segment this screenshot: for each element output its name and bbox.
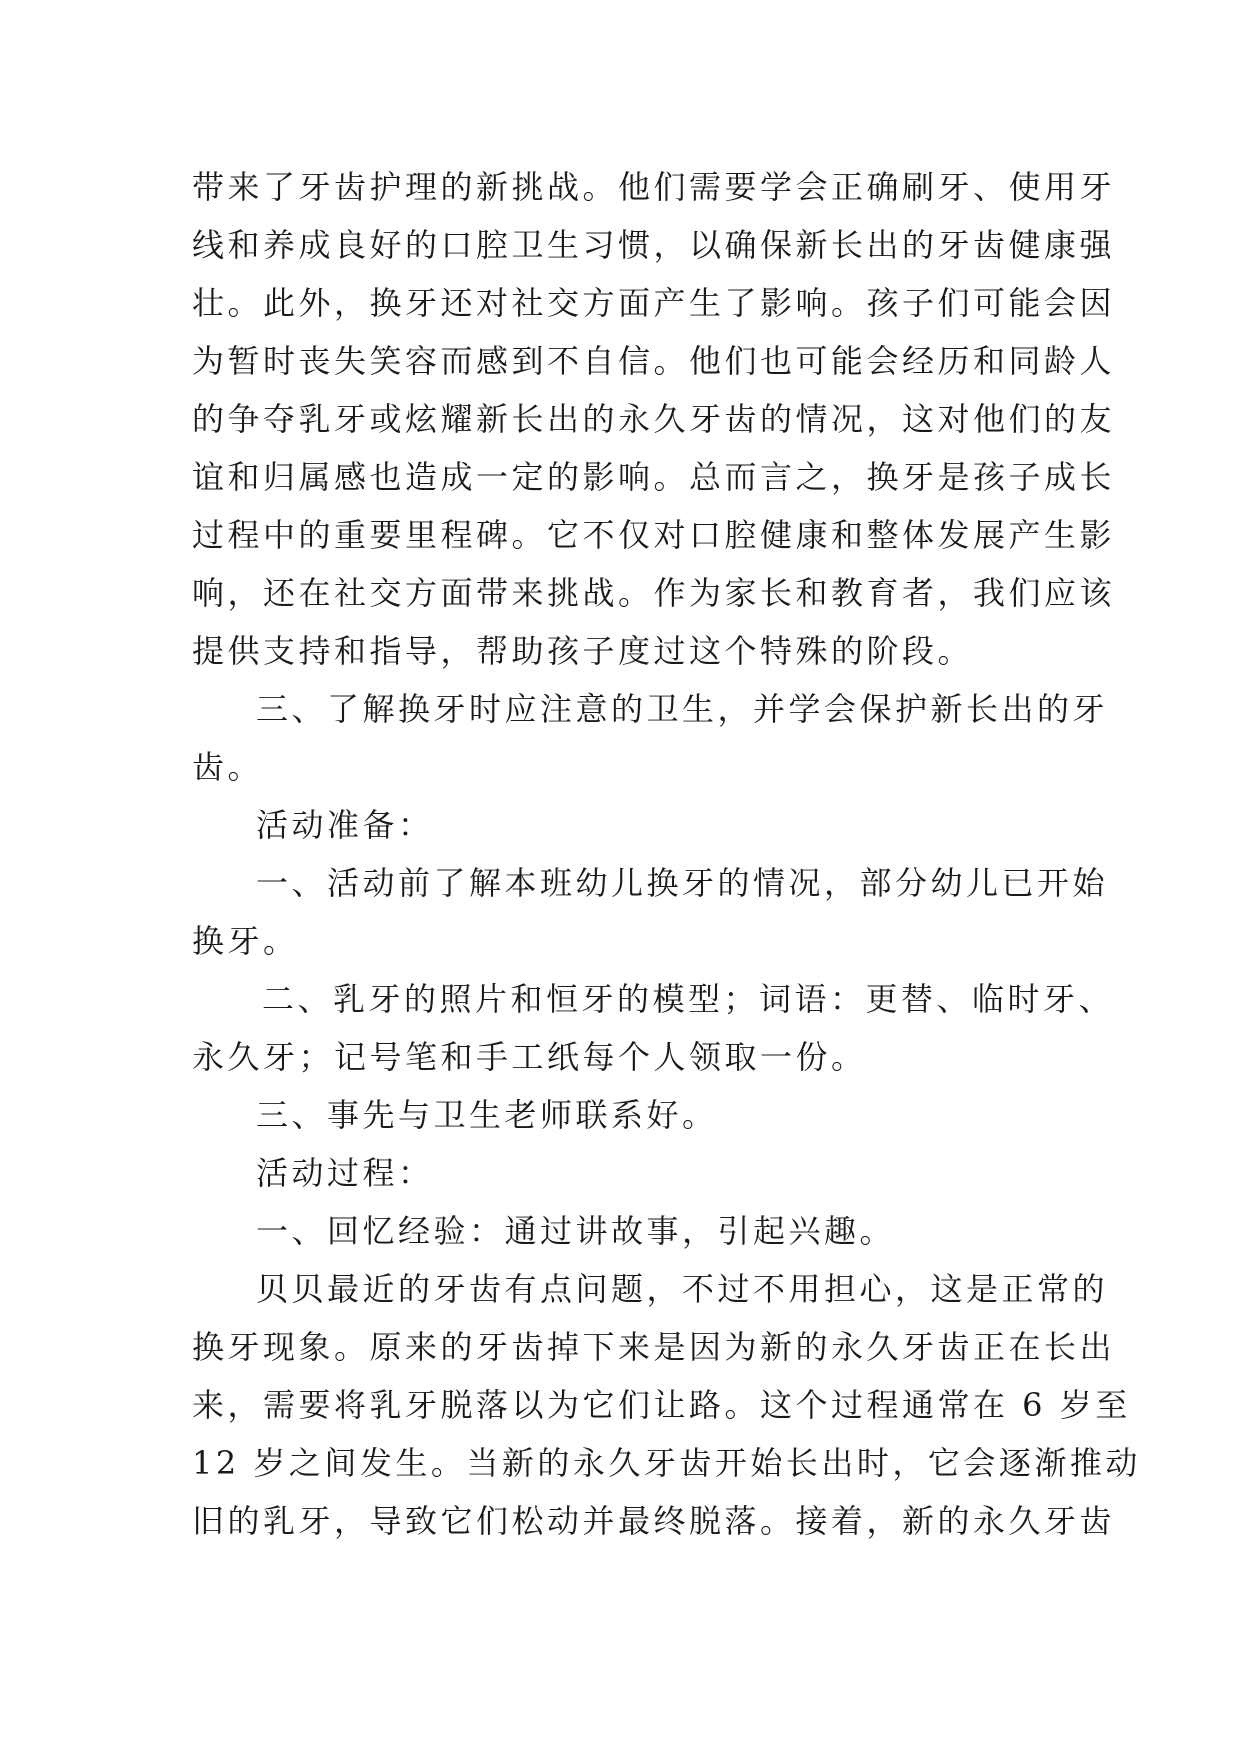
list-item: 三、事先与卫生老师联系好。 xyxy=(256,1096,718,1134)
document-body xyxy=(192,158,1141,1550)
body-line: 带来了牙齿护理的新挑战。他们需要学会正确刷牙、使用牙 xyxy=(192,168,1116,206)
body-line: 换牙现象。原来的牙齿掉下来是因为新的永久牙齿正在长出 xyxy=(192,1328,1116,1366)
body-line: 的争夺乳牙或炫耀新长出的永久牙齿的情况，这对他们的友 xyxy=(192,400,1116,438)
list-item: 一、活动前了解本班幼儿换牙的情况，部分幼儿已开始 xyxy=(256,864,1109,902)
paragraph-start: 贝贝最近的牙齿有点问题，不过不用担心，这是正常的 xyxy=(256,1270,1109,1308)
body-line: 永久牙；记号笔和手工纸每个人领取一份。 xyxy=(192,1038,867,1076)
body-line: 换牙。 xyxy=(192,922,299,960)
body-line: 来，需要将乳牙脱落以为它们让路。这个过程通常在 6 岁至 xyxy=(192,1386,1131,1424)
body-line: 旧的乳牙，导致它们松动并最终脱落。接着，新的永久牙齿 xyxy=(192,1502,1116,1540)
list-item: 二、乳牙的照片和恒牙的模型；词语：更替、临时牙、 xyxy=(262,980,1115,1018)
body-line: 12 岁之间发生。当新的永久牙齿开始长出时，它会逐渐推动 xyxy=(192,1444,1141,1482)
section-heading: 活动过程： xyxy=(256,1154,434,1192)
body-line: 过程中的重要里程碑。它不仅对口腔健康和整体发展产生影 xyxy=(192,516,1116,554)
body-line: 齿。 xyxy=(192,748,264,786)
body-line: 线和养成良好的口腔卫生习惯，以确保新长出的牙齿健康强 xyxy=(192,226,1116,264)
body-line: 响，还在社交方面带来挑战。作为家长和教育者，我们应该 xyxy=(192,574,1116,612)
list-item: 一、回忆经验：通过讲故事，引起兴趣。 xyxy=(256,1212,896,1250)
body-line: 壮。此外，换牙还对社交方面产生了影响。孩子们可能会因 xyxy=(192,284,1116,322)
body-line: 提供支持和指导，帮助孩子度过这个特殊的阶段。 xyxy=(192,632,974,670)
body-line: 为暂时丧失笑容而感到不自信。他们也可能会经历和同龄人 xyxy=(192,342,1116,380)
section-heading: 三、了解换牙时应注意的卫生，并学会保护新长出的牙 xyxy=(256,690,1109,728)
section-heading: 活动准备： xyxy=(256,806,434,844)
body-line: 谊和归属感也造成一定的影响。总而言之，换牙是孩子成长 xyxy=(192,458,1116,496)
